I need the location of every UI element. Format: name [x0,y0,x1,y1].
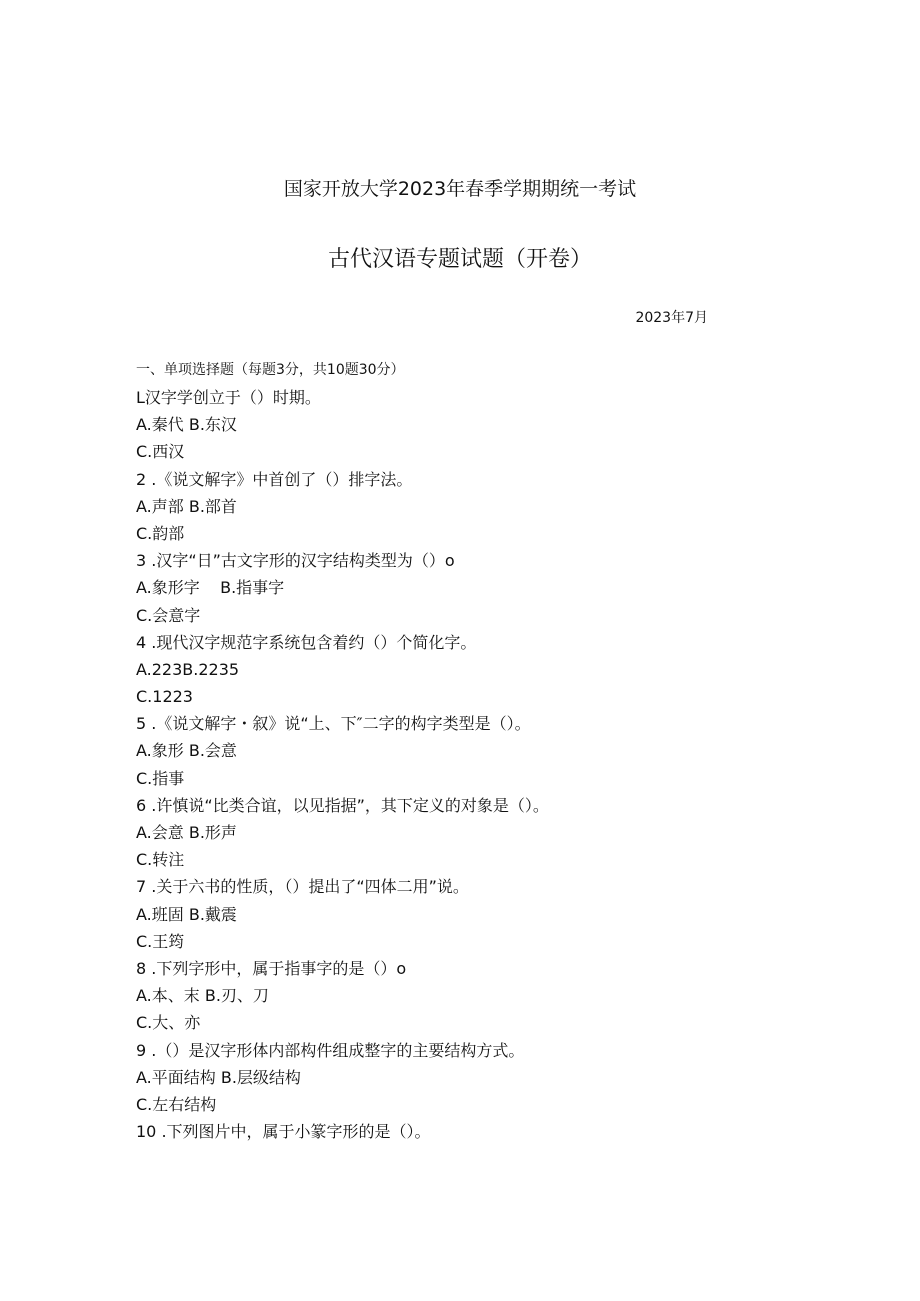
option-line: C.转注 [136,850,185,870]
question-line: L汉字学创立于（）时期。 [136,388,321,407]
option-line: C.西汉 [136,442,185,462]
question-line: 9 .（）是汉字形体内部构件组成整字的主要结构方式。 [136,1040,525,1060]
option-line: A.本、末 B.刃、刀 [136,986,269,1006]
option-line: C.左右结构 [136,1094,217,1114]
exam-title: 国家开放大学2023年春季学期期统一考试 [283,178,637,200]
option-line: C.大、亦 [136,1013,201,1033]
question-line: 10 .下列图片中，属于小篆字形的是（）。 [136,1122,431,1142]
question-line: 5 .《说文解字・叙》说“上、下″二字的构字类型是（）。 [136,714,531,734]
option-line: C.韵部 [136,523,185,543]
question-line: 8 .下列字形中，属于指事字的是（）o [136,958,407,978]
option-line: A.象形 B.会意 [136,741,237,761]
question-line: 3 .汉字“日”古文字形的汉字结构类型为（）o [136,551,455,571]
question-line: 4 .现代汉字规范字系统包含着约（）个简化字。 [136,632,477,652]
option-line: A.平面结构 B.层级结构 [136,1067,301,1087]
question-line: 7 .关于六书的性质，（）提出了“四体二用”说。 [136,877,469,897]
option-line: C.1223 [136,687,193,707]
question-list [136,384,836,1145]
exam-date: 2023年7月 [635,310,708,326]
option-line: A.223B.2235 [136,659,240,679]
option-line: A.象形字 B.指事字 [136,578,285,598]
option-line: C.会意字 [136,605,201,625]
option-line: C.指事 [136,768,185,788]
section-heading: 一、单项选择题（每题3分，共10题30分） [136,362,405,378]
question-line: 2 .《说文解字》中首创了（）排字法。 [136,469,413,489]
option-line: A.会意 B.形声 [136,823,237,842]
paper-title: 古代汉语专题试题（开卷） [327,247,592,272]
option-line: A.班固 B.戴震 [136,904,237,924]
option-line: A.声部 B.部首 [136,496,237,516]
option-line: A.秦代 B.东汉 [136,415,237,435]
question-line: 6 .许慎说“比类合谊，以见指据”，其下定义的对象是（）。 [136,795,549,815]
option-line: C.王筠 [136,931,185,951]
